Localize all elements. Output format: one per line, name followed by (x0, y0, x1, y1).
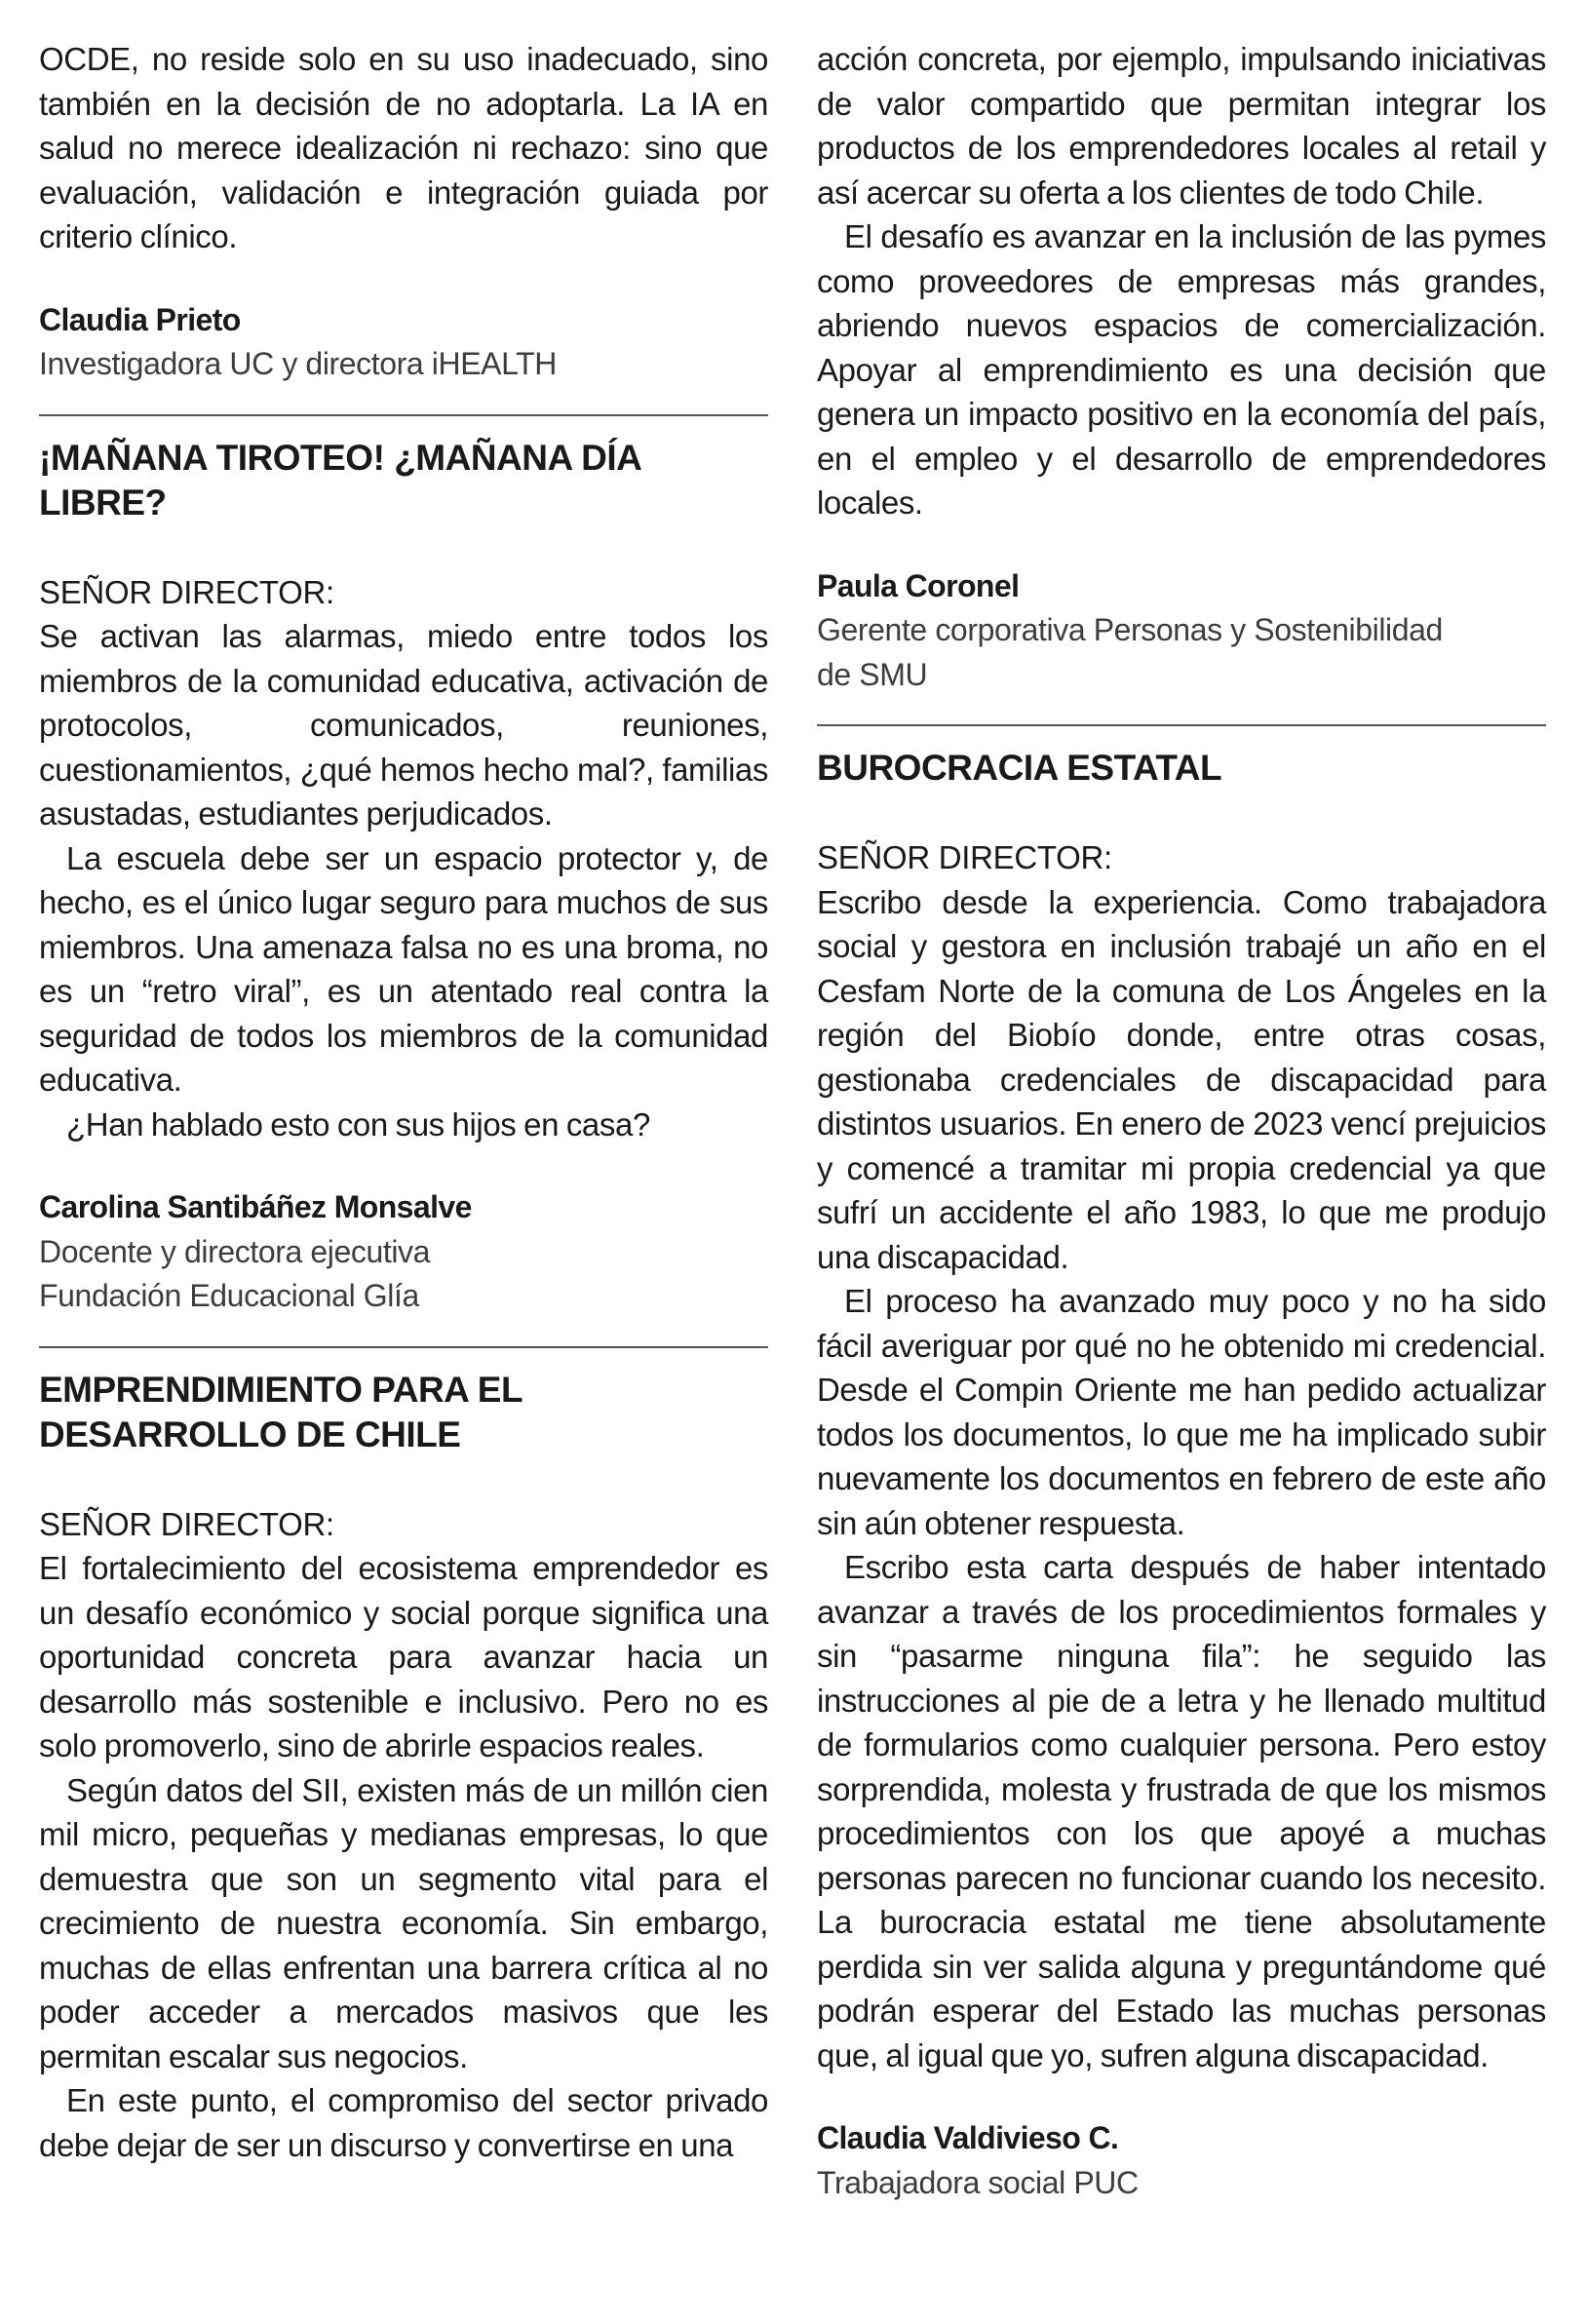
author-organization: Fundación Educacional Glía (39, 1278, 419, 1313)
body-paragraph: En este punto, el compromiso del sector privado debe dejar de ser un discurso y convertirse en una (39, 2082, 768, 2163)
letter-title: EMPRENDIMIENTO PARA EL DESARROLLO DE CHILE (39, 1369, 523, 1454)
author-role: Docente y directora ejecutiva (39, 1233, 431, 1269)
right-column (817, 37, 1546, 2205)
letter-title: BUROCRACIA ESTATAL (817, 748, 1222, 788)
body-paragraph: Según datos del SII, existen más de un millón cien mil micro, pequeñas y medianas empresas, lo que demuestra que son un segmento vital para el crecimiento de nuestra economía. Sin embargo, muchas de ellas enfrentan una barrera crítica al no poder acceder a mercados masivos que les permitan escalar sus negocios. (39, 1771, 768, 2074)
body-paragraph: acción concreta, por ejemplo, impulsando iniciativas de valor compartido que permitan integrar los productos de los emprendedores locales al retail y así acercar su oferta a los clientes de todo Chile. (817, 41, 1546, 211)
author-role: Trabajadora social PUC (817, 2164, 1139, 2200)
continued-paragraph: OCDE, no reside solo en su uso inadecuado, sino también en la decisión de no adoptarla. La IA en salud no merece idealización ni rechazo: sino que evaluación, validación e integración guiada por criterio clínico. (39, 41, 768, 254)
author-name: Paula Coronel (817, 567, 1020, 603)
salutation: SEÑOR DIRECTOR: (39, 573, 334, 610)
body-paragraph: ¿Han hablado esto con sus hijos en casa? (66, 1105, 650, 1143)
author-name: Claudia Prieto (39, 301, 241, 337)
left-column (39, 37, 768, 2167)
letter-title: ¡MAÑANA TIROTEO! ¿MAÑANA DÍA LIBRE? (39, 437, 640, 523)
author-role: Investigadora UC y directora iHEALTH (39, 346, 557, 381)
body-paragraph: El proceso ha avanzado muy poco y no ha sido fácil averiguar por qué no he obtenido mi credencial. Desde el Compin Oriente me han pedido actualizar todos los documentos, lo que me ha implicado subir nuevamente los documentos en febrero de este año sin aún obtener respuesta. (817, 1283, 1546, 1541)
author-role: Gerente corporativa Personas y Sostenibilidad (817, 612, 1443, 647)
body-paragraph: El fortalecimiento del ecosistema emprendedor es un desafío económico y social porque significa una oportunidad concreta para avanzar hacia un desarrollo más sostenible e inclusivo. Pero no es solo promoverlo, sino de abrirle espacios reales. (39, 1550, 768, 1763)
body-paragraph: Se activan las alarmas, miedo entre todos los miembros de la comunidad educativa, activación de protocolos, comunicados, reuniones, cuestionamientos, ¿qué hemos hecho mal?, familias asustadas, estudiantes perjudicados. (39, 618, 768, 832)
salutation: SEÑOR DIRECTOR: (817, 839, 1112, 875)
body-paragraph: La escuela debe ser un espacio protector y, de hecho, es el único lugar seguro para muchos de sus miembros. Una amenaza falsa no es una broma, no es un “retro viral”, es un atentado real contra la seguridad de todos los miembros de la comunidad educativa. (39, 839, 768, 1098)
author-organization: de SMU (817, 656, 928, 692)
salutation: SEÑOR DIRECTOR: (39, 1505, 334, 1542)
body-paragraph: El desafío es avanzar en la inclusión de las pymes como proveedores de empresas más grandes, abriendo nuevos espacios de comercialización. Apoyar al emprendimiento es una decisión que genera un impacto positivo en la economía del país, en el empleo y el desarrollo de emprendedores locales. (817, 218, 1546, 521)
author-name: Carolina Santibáñez Monsalve (39, 1189, 472, 1224)
body-paragraph: Escribo desde la experiencia. Como trabajadora social y gestora en inclusión trabajé un año en el Cesfam Norte de la comuna de Los Ángeles en la región del Biobío donde, entre otras cosas, gestionaba credenciales de discapacidad para distintos usuarios. En enero de 2023 vencí prejuicios y comencé a tramitar mi propia credencial ya que sufrí un accidente el año 1983, lo que me produjo una discapacidad. (817, 883, 1546, 1275)
author-name: Claudia Valdivieso C. (817, 2120, 1119, 2155)
body-paragraph: Escribo esta carta después de haber intentado avanzar a través de los procedimientos formales y sin “pasarme ninguna fila”: he seguido las instrucciones al pie de a letra y he llenado multitud de formularios como cualquier persona. Pero estoy sorprendida, molesta y frustrada de que los mismos procedimientos con los que apoyé a muchas personas parecen no funcionar cuando los necesito. La burocracia estatal me tiene absolutamente perdida sin ver salida alguna y preguntándome qué podrán esperar del Estado las muchas personas que, al igual que yo, sufren alguna discapacidad. (817, 1549, 1546, 2073)
